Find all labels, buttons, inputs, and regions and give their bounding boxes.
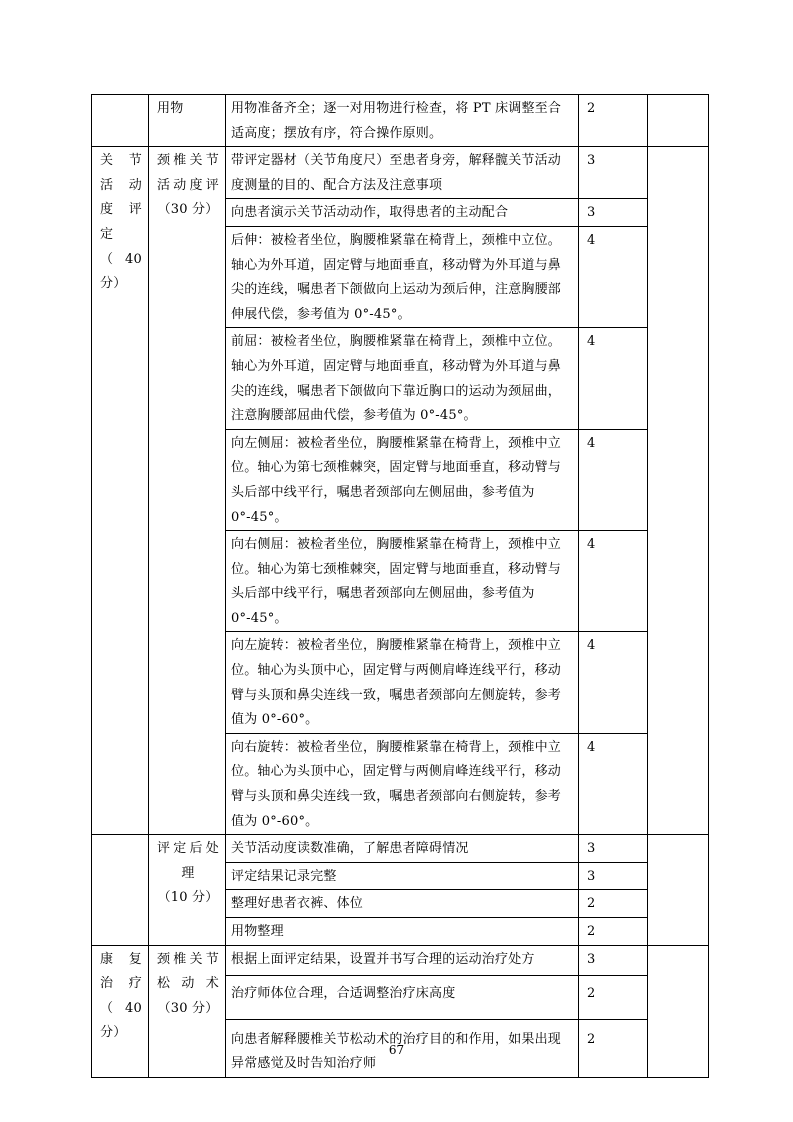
score-cell: 3 — [579, 147, 648, 199]
content-cell: 关节活动度读数准确，了解患者障碍情况 — [226, 835, 579, 863]
item-label: 活动度评 — [157, 177, 219, 193]
category-label: 分） — [100, 276, 127, 292]
category-label: 关节 — [100, 153, 142, 169]
score-cell: 2 — [579, 890, 648, 918]
score-cell: 4 — [579, 226, 648, 327]
category-label: 分） — [100, 1025, 127, 1041]
content-cell: 向患者解释腰椎关节松动术的治疗目的和作用，如果出现异常感觉及时告知治疗师 — [226, 1019, 579, 1077]
score-cell: 4 — [579, 328, 648, 429]
category-label: 定（40 — [100, 226, 142, 267]
score-cell: 3 — [579, 862, 648, 890]
item-label: （30 分） — [157, 202, 219, 218]
content-cell: 向右旋转：被检者坐位，胸腰椎紧靠在椅背上，颈椎中立位。轴心为头顶中心，固定臂与两侧肩峰连线平行，移动臂与头顶和鼻尖连线一致，嘱患者颈部向右侧旋转，参考值为 0°-60°。 — [226, 733, 579, 834]
item-label: 理 — [181, 865, 195, 881]
item-label: 用物 — [157, 101, 184, 116]
item-label: （10 分） — [157, 890, 219, 906]
content-cell: 前屈：被检者坐位，胸腰椎紧靠在椅背上，颈椎中立位。轴心为外耳道，固定臂与地面垂直，移动臂为外耳道与鼻尖的连线，嘱患者下颌做向下靠近胸口的运动为颈屈曲，注意胸腰部屈曲代偿，参考值为 0°-45°。 — [226, 328, 579, 429]
score-cell: 4 — [579, 429, 648, 530]
content-cell: 向患者演示关节活动动作，取得患者的主动配合 — [226, 199, 579, 227]
category-label: 活动 — [100, 177, 142, 193]
content-cell: 整理好患者衣裤、体位 — [226, 890, 579, 918]
table-row — [92, 147, 709, 199]
score-cell: 2 — [579, 918, 648, 946]
item-cell-post-assessment — [149, 835, 226, 945]
score-cell: 3 — [579, 199, 648, 227]
score-cell: 4 — [579, 632, 648, 733]
content-cell: 后伸：被检者坐位，胸腰椎紧靠在椅背上，颈椎中立位。轴心为外耳道，固定臂与地面垂直，移动臂为外耳道与鼻尖的连线，嘱患者下颌做向上运动为颈后伸，注意胸腰部伸展代偿，参考值为 0°-45°。 — [226, 226, 579, 327]
item-label: 颈椎关节 — [157, 153, 219, 169]
item-label: （30 分） — [157, 1000, 219, 1016]
content-cell: 用物准备齐全；逐一对用物进行检查，将 PT 床调整至合适高度；摆放有序，符合操作原则。 — [226, 95, 579, 147]
deduction-cell — [648, 147, 709, 835]
score-cell: 2 — [579, 95, 648, 147]
score-cell: 3 — [579, 835, 648, 863]
table-row — [92, 945, 709, 975]
category-cell-joint-rom — [92, 147, 149, 835]
content-cell: 带评定器材（关节角度尺）至患者身旁，解释髋关节活动度测量的目的、配合方法及注意事项 — [226, 147, 579, 199]
item-cell-cervical-mobilization — [149, 945, 226, 1077]
score-cell: 4 — [579, 531, 648, 632]
score-cell: 3 — [579, 945, 648, 975]
table-row — [92, 95, 709, 147]
score-cell: 2 — [579, 975, 648, 1019]
content-cell: 评定结果记录完整 — [226, 862, 579, 890]
deduction-cell — [648, 945, 709, 1077]
item-cell — [149, 95, 226, 147]
item-cell-cervical-rom — [149, 147, 226, 835]
category-label: （40 — [100, 1000, 142, 1016]
content-cell: 根据上面评定结果，设置并书写合理的运动治疗处方 — [226, 945, 579, 975]
content-cell: 向右侧屈：被检者坐位，胸腰椎紧靠在椅背上，颈椎中立位。轴心为第七颈椎棘突，固定臂与地面垂直，移动臂与头后部中线平行，嘱患者颈部向左侧屈曲，参考值为 0°-45°。 — [226, 531, 579, 632]
category-cell-rehab-treatment — [92, 945, 149, 1077]
deduction-cell — [648, 95, 709, 147]
item-label: 评定后处 — [157, 841, 219, 857]
category-cell — [92, 95, 149, 147]
item-label: 颈椎关节 — [157, 951, 219, 967]
content-cell: 治疗师体位合理，合适调整治疗床高度 — [226, 975, 579, 1019]
category-cell — [92, 835, 149, 945]
table-row — [92, 835, 709, 863]
item-label: 松动术 — [157, 976, 219, 992]
category-label: 康复 — [100, 951, 142, 967]
content-cell: 用物整理 — [226, 918, 579, 946]
score-cell: 2 — [579, 1019, 648, 1077]
category-label: 治疗 — [100, 976, 142, 992]
scoring-table — [91, 94, 709, 1078]
content-cell: 向左旋转：被检者坐位，胸腰椎紧靠在椅背上，颈椎中立位。轴心为头顶中心，固定臂与两侧肩峰连线平行，移动臂与头顶和鼻尖连线一致，嘱患者颈部向左侧旋转，参考值为 0°-60°。 — [226, 632, 579, 733]
content-cell: 向左侧屈：被检者坐位，胸腰椎紧靠在椅背上，颈椎中立位。轴心为第七颈椎棘突，固定臂与地面垂直，移动臂与头后部中线平行，嘱患者颈部向左侧屈曲，参考值为 0°-45°。 — [226, 429, 579, 530]
score-cell: 4 — [579, 733, 648, 834]
deduction-cell — [648, 835, 709, 945]
page-number: 67 — [388, 1043, 405, 1057]
category-label: 度评 — [100, 202, 142, 218]
